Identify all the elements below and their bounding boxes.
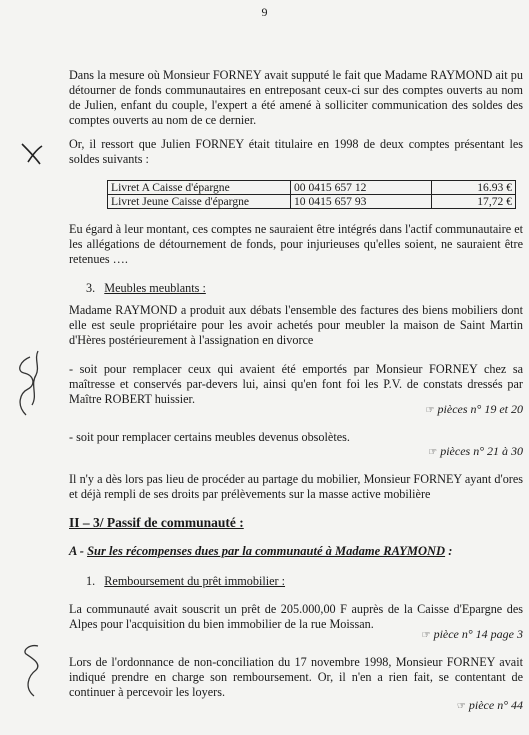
item-1-title: Remboursement du prêt immobilier : xyxy=(104,574,286,588)
account-balance: 16.93 € xyxy=(432,181,516,195)
section-passif-heading: II – 3/ Passif de communauté : xyxy=(69,515,244,530)
account-balance: 17,72 € xyxy=(432,195,516,209)
paragraph-accounts-intro: Or, il ressort que Julien FORNEY était titulaire en 1998 de deux comptes présentant les soldes suivants : xyxy=(69,137,523,166)
margin-check-mark xyxy=(18,140,48,170)
paragraph-suspicion: Dans la mesure où Monsieur FORNEY avait supputé le fait que Madame RAYMOND ait pu détourner de fonds communautaires en entreposant ceux-ci sur des comptes ouverts au nom de Julien, enfant du couple, l'expert a été amené à solliciter communication des soldes des comptes ouverts au nom de ce dernier. xyxy=(69,68,523,127)
pointing-hand-icon: ☞ xyxy=(456,701,466,712)
reference-piece-44: ☞ pièce n° 44 xyxy=(456,698,523,712)
table-row xyxy=(108,195,516,209)
account-name: Livret A Caisse d'épargne xyxy=(108,181,291,195)
reference-piece-14: ☞ pièce n° 14 page 3 xyxy=(421,627,523,641)
pointing-hand-icon: ☞ xyxy=(421,630,431,641)
margin-signature-2 xyxy=(10,640,46,700)
table-row xyxy=(108,181,516,195)
accounts-table xyxy=(107,180,516,209)
paragraph-replace-taken: - soit pour remplacer ceux qui avaient été emportés par Monsieur FORNEY chez sa maîtresse et conservés par-devers lui, ainsi qu'en font foi les P.V. de constats dressés par Maître ROBERT huissier. xyxy=(69,362,523,406)
account-number: 10 0415 657 93 xyxy=(291,195,432,209)
paragraph-no-division: Il n'y a dès lors pas lieu de procéder au partage du mobilier, Monsieur FORNEY ayant d'ores et déjà rempli de ses droits par prélèvements sur la masse active mobilière xyxy=(69,472,523,501)
reference-pieces-19-20: ☞ pièces n° 19 et 20 xyxy=(425,402,523,416)
item-1-number: 1. xyxy=(86,574,96,588)
section-3-number: 3. xyxy=(86,281,96,295)
margin-signature-1 xyxy=(6,345,46,420)
subheading-recompenses: A - Sur les récompenses dues par la communauté à Madame RAYMOND : xyxy=(69,544,453,558)
page-number: 9 xyxy=(261,5,268,19)
paragraph-loan: La communauté avait souscrit un prêt de 205.000,00 F auprès de la Caisse d'Epargne des Alpes pour l'acquisition du bien immobilier de la rue Moissan. xyxy=(69,602,523,631)
paragraph-invoices: Madame RAYMOND a produit aux débats l'ensemble des factures des biens mobiliers dont elle est seule propriétaire pour les avoir achetés pour meubler la maison de Saint Martin d'Hères postérieurement à l'assignation en divorce xyxy=(69,303,523,347)
pointing-hand-icon: ☞ xyxy=(428,447,438,458)
account-name: Livret Jeune Caisse d'épargne xyxy=(108,195,291,209)
account-number: 00 0415 657 12 xyxy=(291,181,432,195)
paragraph-non-conciliation: Lors de l'ordonnance de non-conciliation du 17 novembre 1998, Monsieur FORNEY avait indiqué prendre en charge son remboursement. Or, il n'en a rien fait, se contentant de continuer à percevoir les loyers. xyxy=(69,655,523,699)
section-3-heading xyxy=(86,281,206,296)
item-1-heading xyxy=(86,574,285,589)
reference-pieces-21-30: ☞ pièces n° 21 à 30 xyxy=(428,444,523,458)
paragraph-replace-obsolete: - soit pour remplacer certains meubles devenus obsolètes. xyxy=(69,430,350,444)
pointing-hand-icon: ☞ xyxy=(425,405,435,416)
paragraph-accounts-conclusion: Eu égard à leur montant, ces comptes ne sauraient être intégrés dans l'actif communautaire et les allégations de détournement de fonds, pour injurieuses qu'elles soient, ne sauraient être retenues …. xyxy=(69,222,523,266)
section-3-title: Meubles meublants : xyxy=(104,281,206,295)
